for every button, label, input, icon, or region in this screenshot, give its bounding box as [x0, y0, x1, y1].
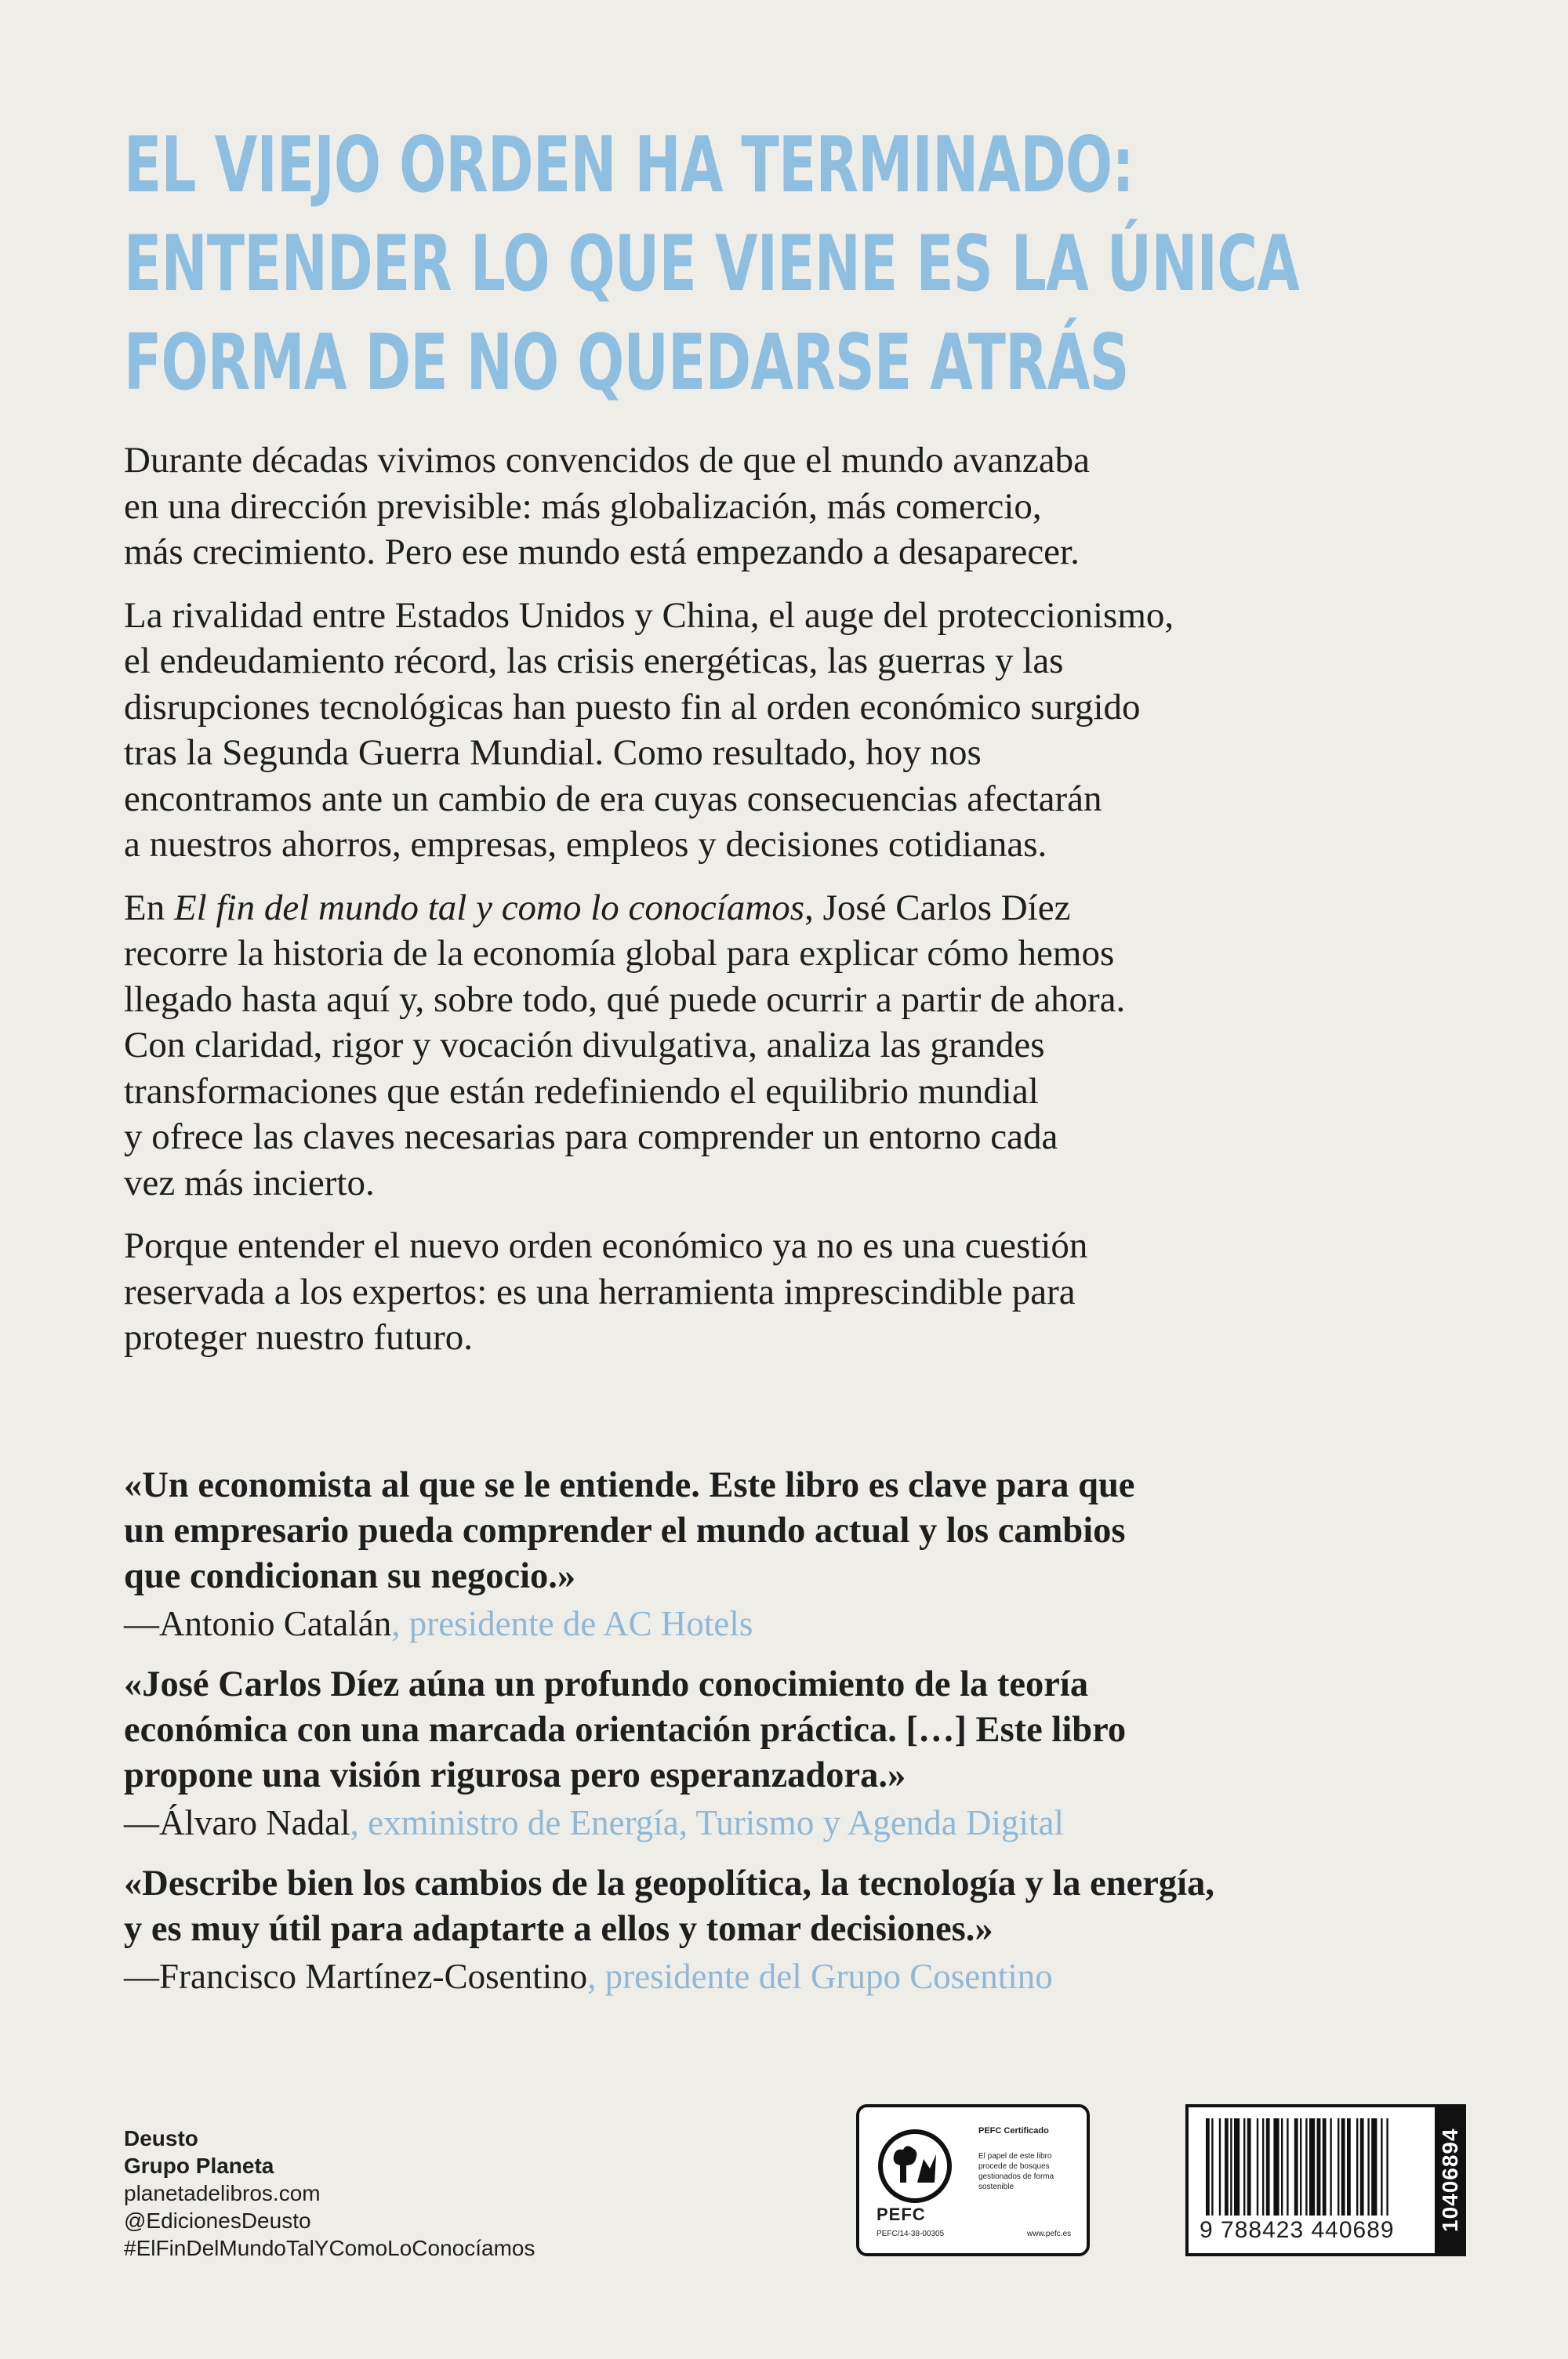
- barcode-bar: [1266, 2118, 1270, 2216]
- barcode-bar: [1300, 2118, 1301, 2216]
- quote-attribution: [124, 1599, 1504, 1648]
- pefc-description: El papel de este libro procede de bosques gestionados de forma sostenible: [978, 2152, 1054, 2191]
- text-line: encontramos ante un cambio de era cuyas consecuencias afectarán: [124, 778, 1102, 819]
- barcode-bar: [1257, 2118, 1258, 2216]
- quote-text: [124, 1463, 1504, 1599]
- blurb: [124, 437, 1504, 1378]
- quote-line: «Un economista al que se le entiende. Este libro es clave para que: [124, 1465, 1135, 1505]
- quote-line: «José Carlos Díez aúna un profundo conocimiento de la teoría: [124, 1664, 1089, 1704]
- text-suffix: , José Carlos Díez: [804, 887, 1071, 928]
- quote-line: y es muy útil para adaptarte a ellos y tomar decisiones.»: [124, 1909, 993, 1949]
- barcode-bar: [1206, 2118, 1210, 2216]
- text-line: Con claridad, rigor y vocación divulgativa, analiza las grandes: [124, 1025, 1045, 1065]
- quote-author: —Francisco Martínez-Cosentino: [124, 1957, 588, 1996]
- headline-line: EL VIEJO ORDEN HA TERMINADO:: [124, 121, 1134, 210]
- barcode-bar: [1211, 2118, 1213, 2216]
- barcode-bar: [1347, 2118, 1351, 2216]
- text-line: y ofrece las claves necesarias para comprender un entorno cada: [124, 1116, 1058, 1157]
- text-line: tras la Segunda Guerra Mundial. Como resultado, hoy nos: [124, 732, 982, 773]
- barcode-bar: [1317, 2118, 1321, 2216]
- blurb-paragraph-2: [124, 593, 1504, 868]
- quote-line: económica con una marcada orientación práctica. […] Este libro: [124, 1710, 1127, 1750]
- text-line: en una dirección previsible: más globalización, más comercio,: [124, 485, 1042, 527]
- barcode-bar: [1323, 2118, 1327, 2216]
- barcode-bar: [1309, 2118, 1315, 2216]
- quote-text: [124, 1861, 1504, 1952]
- barcode-bar: [1386, 2118, 1388, 2216]
- publisher-info: [124, 2125, 535, 2262]
- barcode-bar: [1234, 2118, 1240, 2216]
- blurb-paragraph-3: [124, 885, 1504, 1207]
- barcode-bar: [1330, 2118, 1331, 2216]
- pefc-certification-box: [856, 2104, 1090, 2256]
- barcode-icon: [1203, 2118, 1438, 2216]
- barcode-bar: [1341, 2118, 1345, 2216]
- barcode-bar: [1262, 2118, 1264, 2216]
- barcode-bar: [1338, 2118, 1339, 2216]
- text-line: más crecimiento. Pero ese mundo está empezando a desaparecer.: [124, 532, 1080, 572]
- barcode-bar: [1360, 2118, 1364, 2216]
- barcode-bar: [1367, 2118, 1369, 2216]
- book-title: El fin del mundo tal y como lo conocíamos: [173, 887, 805, 928]
- quote-author: —Antonio Catalán: [124, 1604, 392, 1643]
- barcode-bar: [1225, 2118, 1229, 2216]
- endorsement: [124, 1861, 1504, 2001]
- text-line: transformaciones que están redefiniendo el equilibrio mundial: [124, 1070, 1039, 1112]
- barcode-bar: [1371, 2118, 1377, 2216]
- pefc-website: www.pefc.es: [1027, 2230, 1072, 2238]
- headline-line: FORMA DE NO QUEDARSE ATRÁS: [124, 318, 1129, 408]
- quote-line: «Describe bien los cambios de la geopolítica, la tecnología y la energía,: [124, 1864, 1214, 1904]
- barcode-bar: [1294, 2118, 1298, 2216]
- text-prefix: En: [124, 887, 174, 928]
- endorsements: [124, 1463, 1504, 2015]
- pefc-code: PEFC/14-38-00305: [877, 2230, 945, 2238]
- publisher-group: Grupo Planeta: [124, 2154, 274, 2178]
- barcode-bar: [1273, 2118, 1279, 2216]
- pefc-brand: PEFC: [877, 2205, 926, 2224]
- barcode-bar: [1305, 2118, 1307, 2216]
- barcode-bar: [1247, 2118, 1251, 2216]
- isbn-barcode: [1185, 2104, 1465, 2256]
- barcode-bar: [1243, 2118, 1245, 2216]
- barcode-bar: [1287, 2118, 1288, 2216]
- endorsement: [124, 1463, 1504, 1648]
- text-line: Durante décadas vivimos convencidos de que el mundo avanzaba: [124, 440, 1091, 481]
- headline: [124, 116, 1300, 412]
- publisher-website: planetadelibros.com: [124, 2181, 321, 2205]
- text-line: a nuestros ahorros, empresas, empleos y decisiones cotidianas.: [124, 824, 1047, 865]
- internal-code: 10406894: [1435, 2104, 1466, 2256]
- quote-line: que condicionan su negocio.»: [124, 1556, 576, 1596]
- quote-attribution: [124, 1952, 1504, 2001]
- quote-attribution: [124, 1798, 1504, 1847]
- text-line: [124, 885, 1504, 931]
- barcode-bar: [1219, 2118, 1221, 2216]
- text-line: reservada a los expertos: es una herramienta imprescindible para: [124, 1271, 1076, 1312]
- pefc-tree-logo-icon: [877, 2128, 953, 2205]
- ean-number: 9 788423 440689: [1200, 2217, 1395, 2243]
- quote-author-role: , presidente de AC Hotels: [391, 1604, 753, 1643]
- text-line: proteger nuestro futuro.: [124, 1317, 474, 1358]
- text-line: La rivalidad entre Estados Unidos y China, el auge del proteccionismo,: [124, 594, 1174, 636]
- quote-author-role: , presidente del Grupo Cosentino: [587, 1957, 1053, 1996]
- text-line: vez más incierto.: [124, 1162, 375, 1203]
- barcode-bar: [1230, 2118, 1232, 2216]
- quote-author: —Álvaro Nadal: [124, 1803, 350, 1842]
- quote-author-role: , exministro de Energía, Turismo y Agenda Digital: [350, 1803, 1065, 1842]
- text-line: el endeudamiento récord, las crisis energéticas, las guerras y las: [124, 641, 1064, 681]
- pefc-certified-label: PEFC Certificado: [978, 2126, 1049, 2136]
- publisher-handle: @EdicionesDeusto: [124, 2208, 311, 2233]
- quote-line: propone una visión rigurosa pero esperanzadora.»: [124, 1755, 906, 1795]
- barcode-bar: [1281, 2118, 1283, 2216]
- publisher-name: Deusto: [124, 2126, 198, 2150]
- blurb-paragraph-4: [124, 1223, 1504, 1361]
- quote-line: un empresario pueda comprender el mundo actual y los cambios: [124, 1511, 1126, 1551]
- endorsement: [124, 1662, 1504, 1847]
- book-hashtag: #ElFinDelMundoTalYComoLoConocíamos: [124, 2236, 535, 2260]
- text-line: disrupciones tecnológicas han puesto fin al orden económico surgido: [124, 686, 1141, 728]
- headline-line: ENTENDER LO QUE VIENE ES LA ÚNICA: [124, 220, 1300, 309]
- text-line: recorre la historia de la economía global para explicar cómo hemos: [124, 933, 1115, 974]
- text-line: Porque entender el nuevo orden económico ya no es una cuestión: [124, 1225, 1088, 1266]
- barcode-bar: [1356, 2118, 1358, 2216]
- blurb-paragraph-1: [124, 437, 1504, 575]
- quote-text: [124, 1662, 1504, 1798]
- text-line: llegado hasta aquí y, sobre todo, qué puede ocurrir a partir de ahora.: [124, 978, 1126, 1020]
- barcode-bar: [1381, 2118, 1382, 2216]
